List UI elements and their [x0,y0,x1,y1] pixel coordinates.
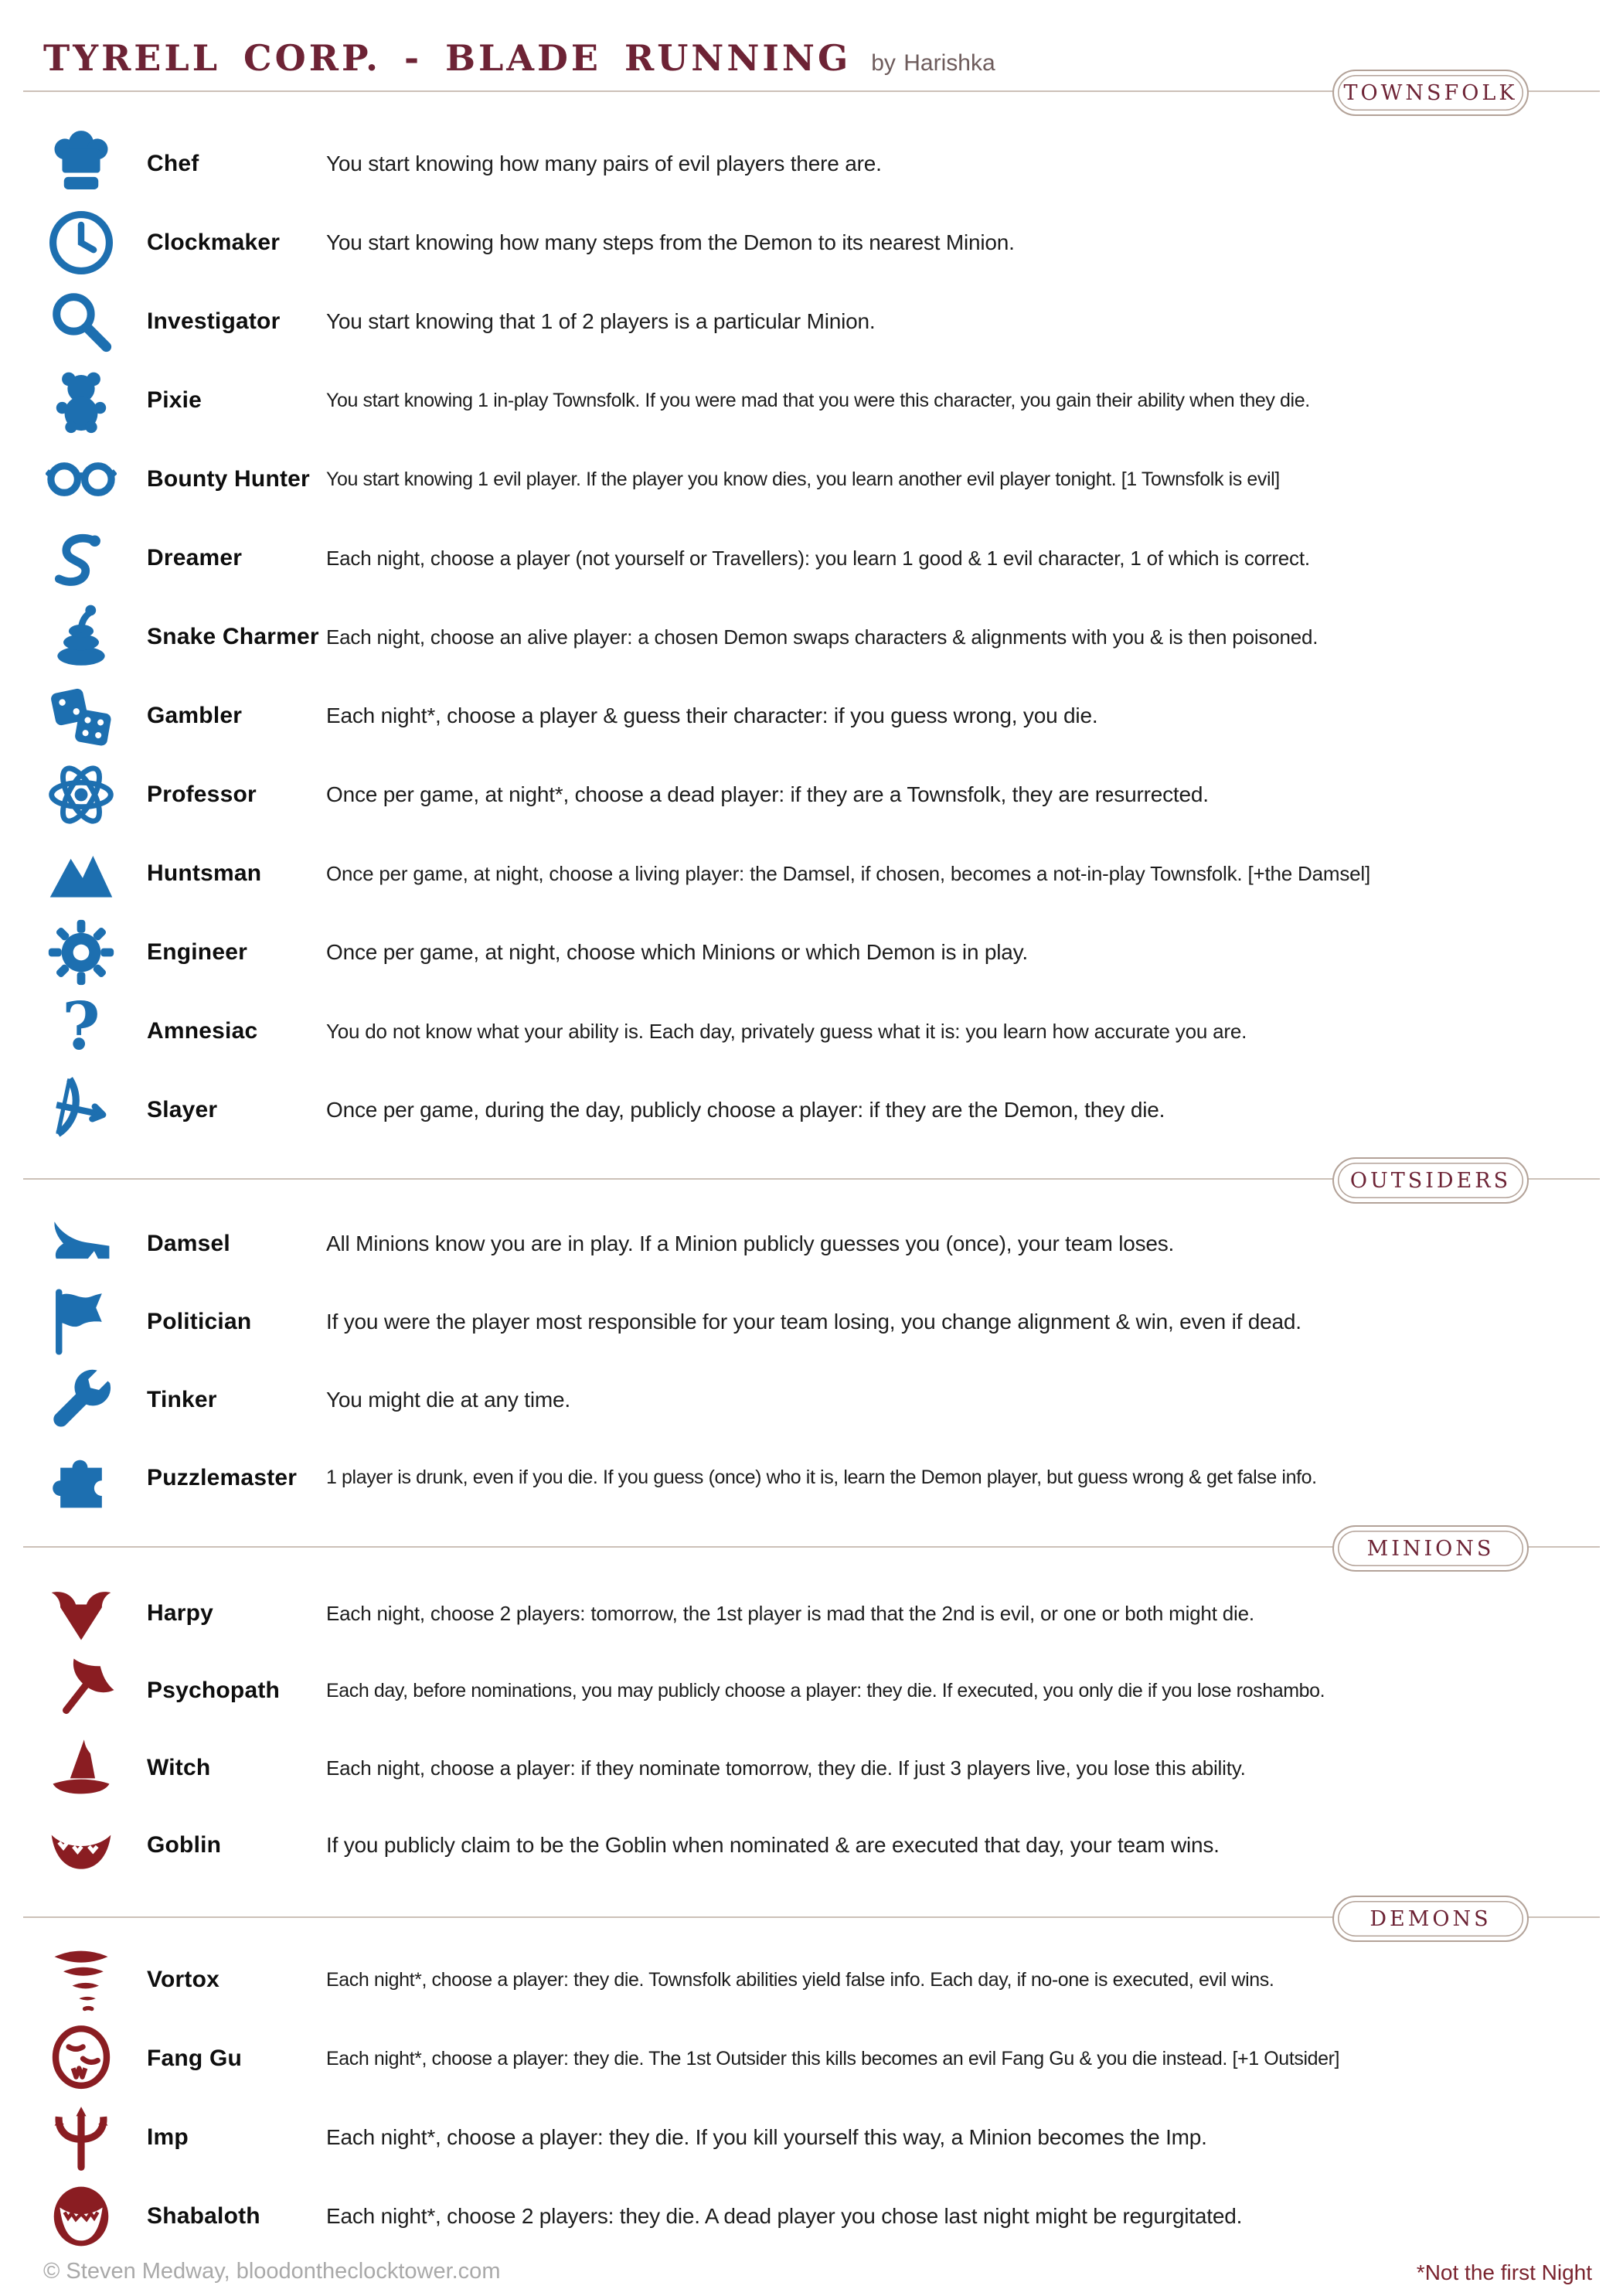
character-row [43,361,1600,440]
character-row [43,1940,1600,2019]
character-row [43,1729,1600,1807]
flag-icon [43,1286,120,1358]
character-name: Politician [147,1308,252,1334]
character-row [43,1652,1600,1729]
section-label: DEMONS [1370,1906,1492,1931]
character-name: Harpy [147,1600,214,1626]
mountains-icon [43,838,120,909]
section-badge-demons [1332,1896,1529,1942]
character-ability: If you were the player most responsible for your team losing, you change alignment & win, even if dead. [326,1309,1301,1334]
character-row [43,1439,1600,1517]
character-name: Bounty Hunter [147,466,310,492]
section-badge-townsfolk [1332,70,1529,116]
axe-icon [43,1655,120,1726]
character-ability: Each night, choose 2 players: tomorrow, the 1st player is mad that the 2nd is evil, or one or both might die. [326,1601,1254,1625]
first-night-note: *Not the first Night [1416,2260,1592,2284]
character-name: Dreamer [147,545,243,571]
character-ability: You start knowing that 1 of 2 players is a particular Minion. [326,309,876,333]
clock-icon [43,207,120,278]
character-name: Pixie [147,387,202,413]
character-name: Gambler [147,703,243,728]
character-row [43,992,1600,1071]
puzzle-piece-icon [43,1443,120,1514]
character-name: Witch [147,1755,211,1780]
character-row [43,1283,1600,1361]
copyright-text: © Steven Medway, bloodontheclocktower.com [43,2259,501,2284]
character-ability: 1 player is drunk, even if you die. If you guess (once) who it is, learn the Demon player, but guess wrong & get false info. [326,1467,1317,1488]
section-minions [43,1575,1600,1884]
character-name: Psychopath [147,1678,281,1703]
character-name: Slayer [147,1097,218,1122]
section-label: MINIONS [1366,1536,1495,1561]
snake-icon [43,523,120,594]
fang-face-icon [43,2023,120,2094]
character-row [43,1361,1600,1439]
magnifying-glass-icon [43,286,120,357]
character-name: Professor [147,782,257,807]
script-author: by Harishka [871,50,995,76]
character-ability: You start knowing how many steps from the Demon to its nearest Minion. [326,230,1015,254]
character-ability: You start knowing how many pairs of evil players there are. [326,152,882,175]
character-row [43,519,1600,598]
character-ability: Each night*, choose a player & guess their character: if you guess wrong, you die. [326,703,1098,727]
character-name: Damsel [147,1230,230,1256]
character-ability: All Minions know you are in play. If a Minion publicly guesses you (once), your team loses. [326,1231,1175,1255]
character-row [43,203,1600,282]
character-row [43,124,1600,203]
character-row [43,913,1600,992]
character-row [43,1204,1600,1283]
script-title: TYRELL CORP. - BLADE RUNNING [43,37,852,79]
character-row [43,2098,1600,2177]
character-ability: Each night*, choose a player: they die. The 1st Outsider this kills becomes an evil Fang Gu & you die instead. [+1 Outsider] [326,2047,1340,2069]
question-mark-icon [43,996,120,1067]
trident-icon [43,2102,120,2173]
character-ability: Each night*, choose a player: they die. Townsfolk abilities yield false info. Each day, if no-one is executed, evil wins. [326,1968,1274,1991]
maw-icon [43,2181,120,2252]
character-name: Goblin [147,1832,222,1858]
dice-icon [43,680,120,751]
section-label: TOWNSFOLK [1343,80,1518,105]
character-ability: Each night, choose a player: if they nominate tomorrow, they die. If just 3 players live, you lose this ability. [326,1756,1246,1780]
character-name: Clockmaker [147,230,281,255]
chef-hat-icon [43,128,120,199]
character-name: Puzzlemaster [147,1464,298,1490]
character-ability: You start knowing 1 in-play Townsfolk. If you were mad that you were this character, you gain their ability when they die. [326,389,1310,411]
character-ability: Once per game, at night*, choose a dead player: if they are a Townsfolk, they are resurrected. [326,782,1209,806]
character-row [43,2177,1600,2256]
character-name: Fang Gu [147,2046,243,2071]
character-row [43,282,1600,361]
character-row [43,834,1600,913]
character-ability: If you publicly claim to be the Goblin when nominated & are executed that day, your team wins. [326,1833,1220,1857]
character-row [43,755,1600,834]
witch-hat-icon [43,1732,120,1804]
character-row [43,2019,1600,2098]
character-row [43,676,1600,755]
character-name: Shabaloth [147,2203,260,2229]
goblin-grin-icon [43,1810,120,1881]
section-townsfolk [43,124,1600,1150]
character-ability: You start knowing 1 evil player. If the player you know dies, you learn another evil player tonight. [1 Townsfolk is evil] [326,468,1280,490]
character-ability: You might die at any time. [326,1387,570,1412]
wrench-icon [43,1364,120,1436]
character-row [43,440,1600,519]
character-row [43,1575,1600,1652]
tornado-icon [43,1944,120,2015]
section-demons [43,1940,1600,2256]
character-name: Amnesiac [147,1018,258,1044]
harpy-bird-icon [43,1578,120,1649]
svg-text:?: ? [62,996,100,1065]
character-ability: Each day, before nominations, you may publicly choose a player: they die. If executed, you only die if you lose roshambo. [326,1679,1325,1702]
bow-and-arrow-icon [43,1075,120,1146]
character-ability: Each night*, choose 2 players: they die. A dead player you chose last night might be regurgitated. [326,2204,1243,2228]
section-badge-outsiders [1332,1157,1529,1204]
character-ability: Once per game, at night, choose which Minions or which Demon is in play. [326,940,1028,964]
atom-icon [43,759,120,830]
section-outsiders [43,1204,1600,1517]
character-name: Imp [147,2124,189,2150]
character-name: Engineer [147,939,247,965]
page-title [43,37,995,79]
high-heel-icon [43,1208,120,1279]
character-row [43,1807,1600,1884]
character-name: Chef [147,151,199,176]
character-name: Tinker [147,1386,217,1412]
character-ability: Each night*, choose a player: they die. If you kill yourself this way, a Minion becomes the Imp. [326,2125,1207,2149]
character-ability: You do not know what your ability is. Each day, privately guess what it is: you learn how accurate you are. [326,1019,1247,1043]
character-ability: Each night, choose a player (not yourself or Travellers): you learn 1 good & 1 evil character, 1 of which is correct. [326,546,1310,570]
section-badge-minions [1332,1525,1529,1572]
character-name: Investigator [147,308,281,334]
character-name: Vortox [147,1967,219,1992]
teddy-bear-icon [43,365,120,436]
character-ability: Once per game, at night, choose a living player: the Damsel, if chosen, becomes a not-in-play Townsfolk. [+the Damsel] [326,861,1371,885]
gear-icon [43,917,120,988]
goggles-icon [43,444,120,515]
character-name: Huntsman [147,860,262,886]
character-ability: Once per game, during the day, publicly choose a player: if they are the Demon, they die. [326,1098,1165,1122]
character-name: Snake Charmer [147,624,319,649]
section-label: OUTSIDERS [1349,1168,1512,1193]
character-row [43,1071,1600,1150]
character-ability: Each night, choose an alive player: a chosen Demon swaps characters & alignments with you & is then poisoned. [326,625,1318,649]
character-row [43,598,1600,676]
coiled-snake-icon [43,601,120,673]
